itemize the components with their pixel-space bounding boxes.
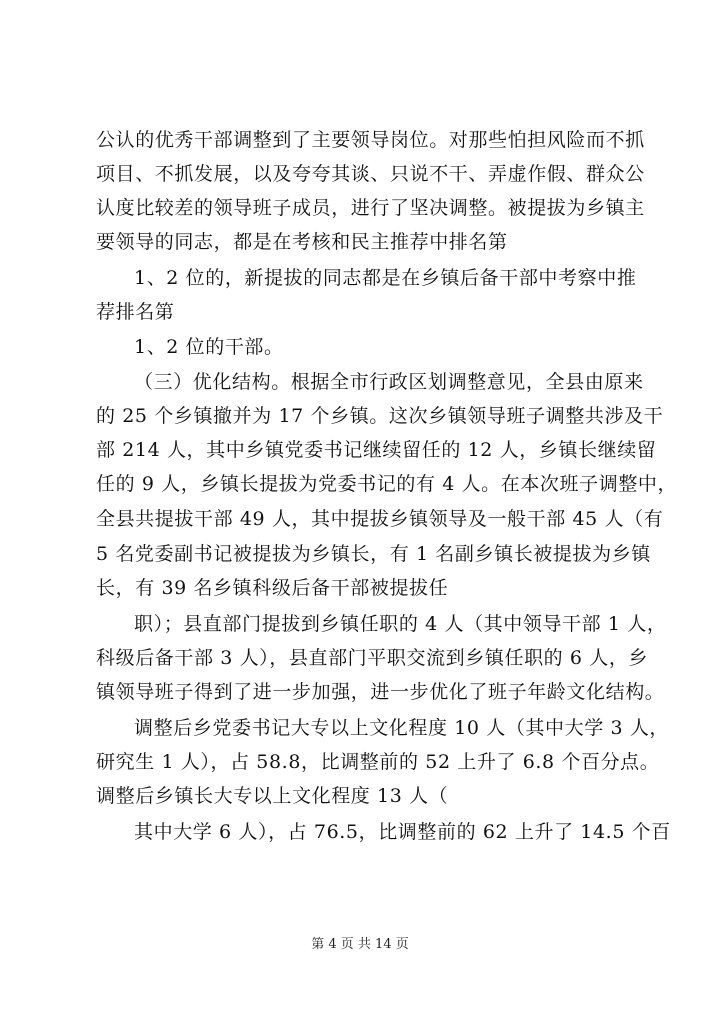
text-line: 部 214 人，其中乡镇党委书记继续留任的 12 人，乡镇长继续留 [96, 439, 657, 461]
text-line: 全县共提拔干部 49 人，其中提拔乡镇领导及一般干部 45 人（有 [96, 508, 664, 530]
text-line: 其中大学 6 人），占 76.5，比调整前的 62 上升了 14.5 个百 [134, 821, 671, 843]
text-line: 荐排名第 [96, 301, 175, 323]
text-line: 1、2 位的干部。 [134, 336, 284, 358]
text-line: 任的 9 人，乡镇长提拔为党委书记的有 4 人。在本次班子调整中， [96, 473, 678, 495]
text-line: 1、2 位的，新提拔的同志都是在乡镇后备干部中考察中推 [134, 267, 637, 289]
text-line: （三）优化结构。根据全市行政区划调整意见，全县由原来 [134, 371, 644, 393]
text-line: 研究生 1 人），占 58.8，比调整前的 52 上升了 6.8 个百分点。 [96, 751, 660, 773]
text-line: 长，有 39 名乡镇科级后备干部被提拔任 [96, 577, 449, 599]
text-line: 5 名党委副书记被提拔为乡镇长，有 1 名副乡镇长被提拔为乡镇 [96, 543, 651, 565]
text-line: 科级后备干部 3 人），县直部门平职交流到乡镇任职的 6 人，乡 [96, 647, 649, 669]
text-line: 的 25 个乡镇撤并为 17 个乡镇。这次乡镇领导班子调整共涉及干 [96, 405, 664, 427]
text-line: 镇领导班子得到了进一步加强，进一步优化了班子年龄文化结构。 [96, 681, 665, 703]
text-line: 调整后乡镇长大专以上文化程度 13 人（ [96, 785, 449, 807]
text-line: 项目、不抓发展，以及夸夸其谈、只说不干、弄虚作假、群众公 [96, 163, 645, 185]
page-number: 第 4 页 共 14 页 [311, 937, 409, 952]
text-line: 认度比较差的领导班子成员，进行了坚决调整。被提拔为乡镇主 [96, 197, 645, 219]
text-line: 职）；县直部门提拔到乡镇任职的 4 人（其中领导干部 1 人， [134, 613, 667, 635]
text-line: 调整后乡党委书记大专以上文化程度 10 人（其中大学 3 人， [134, 717, 670, 739]
text-line: 公认的优秀干部调整到了主要领导岗位。对那些怕担风险而不抓 [96, 129, 645, 151]
text-line: 要领导的同志，都是在考核和民主推荐中排名第 [96, 231, 508, 253]
